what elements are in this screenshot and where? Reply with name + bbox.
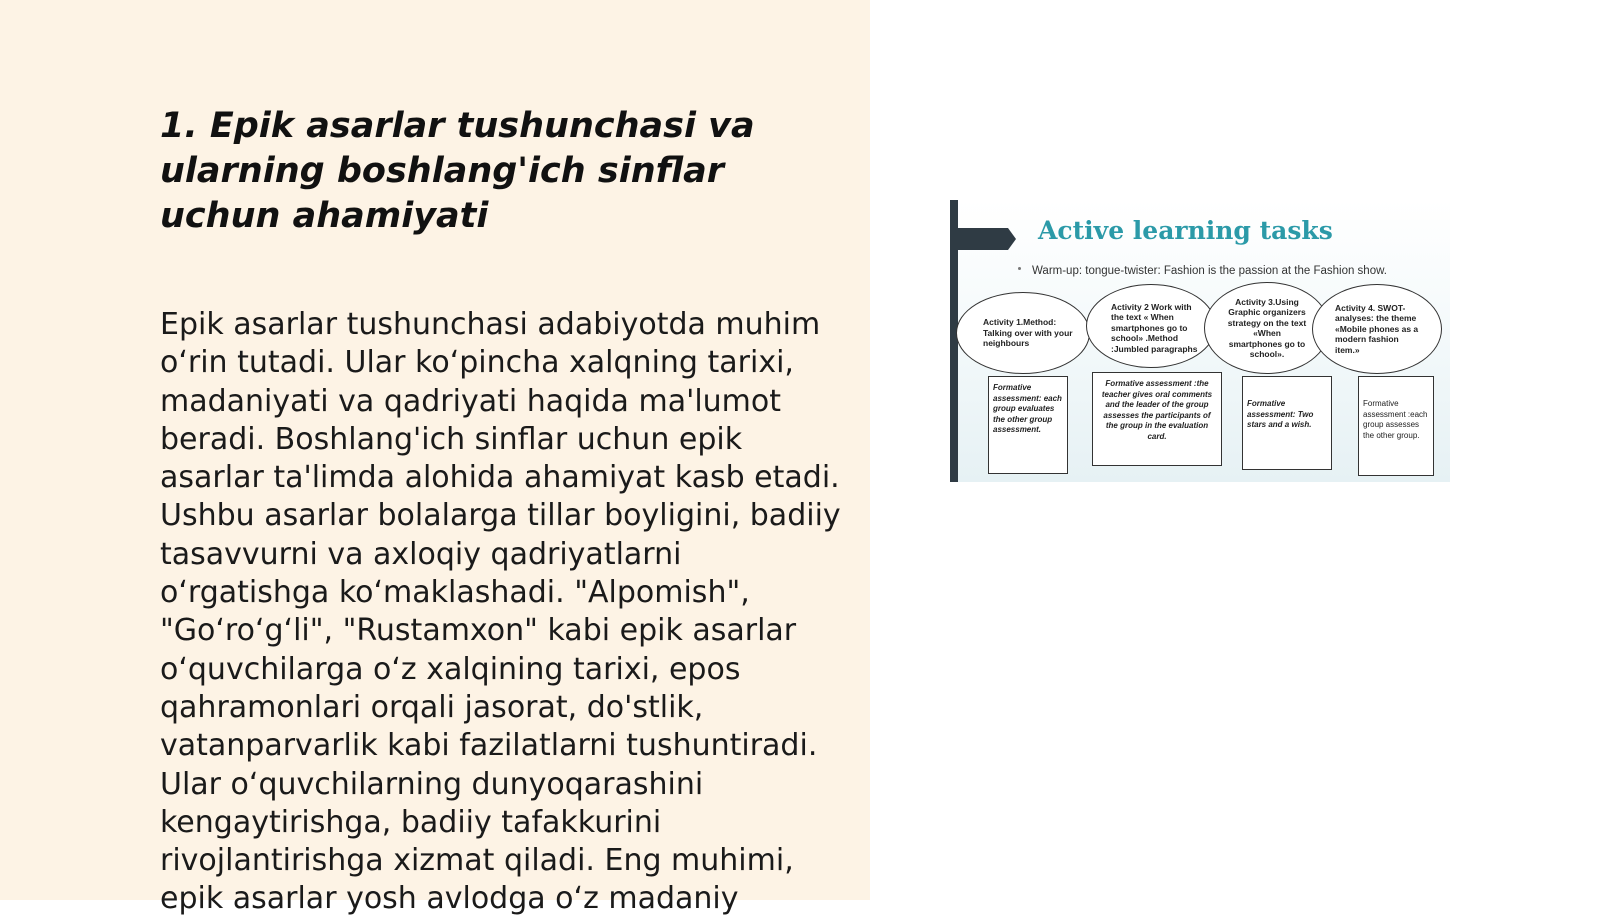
activity-text: Activity 1.Method: Talking over with your neighbours — [983, 317, 1073, 349]
assessment-box: Formative assessment :each group assesses the other group. — [1358, 376, 1434, 476]
slide-body-text: Epik asarlar tushunchasi adabiyotda muhim o‘rin tutadi. Ular ko‘pincha xalqning tarixi, madaniyati va qadriyati haqida ma'lumot beradi. Boshlang'ich sinflar uchun epik asarlar ta'limda alohida ahamiyat kasb etadi. Ushbu asarlar bolalarga tillar boyligini, badiiy tasavvurni va axloqiy qadriyatlarni o‘rgatishga ko‘maklashadi. "Alpomish", "Go‘ro‘g‘li", "Rustamxon" kabi epik asarlar o‘quvchilarga o‘z xalqining tarixi, epos qahramonlari orqali jasorat, do'stlik, vatanparvarlik kabi fazilatlarni tushuntiradi. Ular o‘quvchilarning dunyoqarashini kengaytirishga, badiiy tafakkurini rivojlantirishga xizmat qiladi. Eng muhimi, epik asarlar yosh avlodga o‘z madaniy — [160, 307, 841, 917]
activity-text: Activity 4. SWOT-analyses: the theme «Mobile phones as a modern fashion item.» — [1335, 302, 1419, 355]
assessment-box: Formative assessment :the teacher gives oral comments and the leader of the group assesses the participants of the group in the evaluation card. — [1092, 372, 1222, 466]
slide-title: 1. Epik asarlar tushunchasi va ularning boshlang'ich sinflar uchun ahamiyati — [160, 106, 755, 236]
activity-ellipse — [956, 292, 1090, 374]
activity-ellipse — [1312, 284, 1442, 374]
assessment-box: Formative assessment: each group evaluates the other group assessment. — [988, 376, 1068, 474]
assessment-box: Formative assessment: Two stars and a wish. — [1242, 376, 1332, 470]
figure-title: Active learning tasks — [1038, 216, 1333, 245]
activity-text: Activity 3.Using Graphic organizers strategy on the text «When smartphones go to school». — [1227, 296, 1307, 359]
figure-title-arrow — [956, 228, 1016, 250]
warmup-bullet-icon — [1018, 267, 1021, 270]
active-learning-tasks-image — [950, 200, 1450, 482]
figure-warmup-text: Warm-up: tongue-twister: Fashion is the passion at the Fashion show. — [1032, 265, 1387, 277]
activity-text: Activity 2 Work with the text « When smartphones go to school» .Method :Jumbled paragraphs — [1111, 301, 1198, 354]
activity-ellipse — [1086, 284, 1216, 368]
